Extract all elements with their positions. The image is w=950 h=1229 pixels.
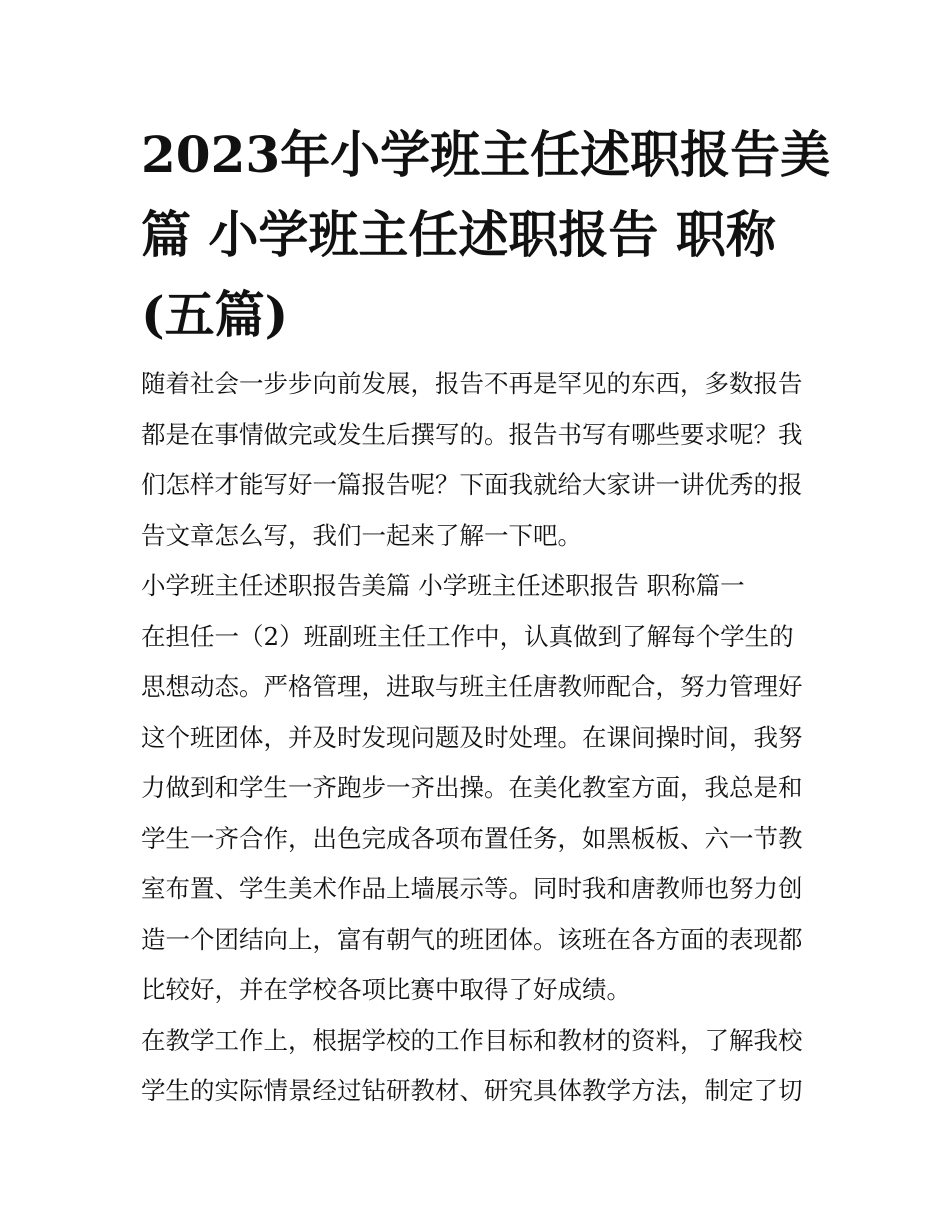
text-line: 力做到和学生一齐跑步一齐出操。在美化教室方面，我总是和 bbox=[141, 773, 803, 802]
body-paragraph-2 bbox=[141, 1016, 821, 1117]
text-line: 告文章怎么写，我们一起来了解一下吧。 bbox=[141, 520, 582, 550]
text-line: 思想动态。严格管理，进取与班主任唐教师配合，努力管理好 bbox=[141, 672, 803, 701]
section-heading: 小学班主任述职报告美篇 小学班主任述职报告 职称篇一 bbox=[141, 571, 745, 600]
text-line: 随着社会一步步向前发展，报告不再是罕见的东西，多数报告 bbox=[141, 369, 803, 398]
text-line: 学生一齐合作，出色完成各项布置任务，如黑板板、六一节教 bbox=[141, 823, 803, 853]
text-line: 这个班团体，并及时发现问题及时处理。在课间操时间，我努 bbox=[141, 722, 803, 752]
document-body bbox=[141, 359, 821, 1117]
text-line: 室布置、学生美术作品上墙展示等。同时我和唐教师也努力创 bbox=[141, 874, 803, 903]
document-content bbox=[141, 115, 831, 1117]
text-line: 造一个团结向上，富有朝气的班团体。该班在各方面的表现都 bbox=[141, 924, 803, 954]
title-line: 篇 小学班主任述职报告 职称 bbox=[141, 205, 776, 264]
text-line: 比较好，并在学校各项比赛中取得了好成绩。 bbox=[141, 975, 631, 1004]
text-line: 在担任一（2）班副班主任工作中，认真做到了解每个学生的 bbox=[141, 621, 794, 651]
title-line: 2023年小学班主任述职报告美 bbox=[141, 125, 831, 184]
text-line: 在教学工作上，根据学校的工作目标和教材的资料，了解我校 bbox=[141, 1025, 803, 1055]
text-line: 们怎样才能写好一篇报告呢？下面我就给大家讲一讲优秀的报 bbox=[141, 470, 803, 499]
intro-paragraph bbox=[141, 359, 821, 561]
title-line: (五篇) bbox=[141, 285, 289, 344]
body-paragraph-1 bbox=[141, 612, 821, 1016]
text-line: 都是在事情做完或发生后撰写的。报告书写有哪些要求呢？我 bbox=[141, 419, 803, 449]
document-title bbox=[141, 115, 831, 355]
text-line: 学生的实际情景经过钻研教材、研究具体教学方法，制定了切 bbox=[141, 1076, 803, 1105]
